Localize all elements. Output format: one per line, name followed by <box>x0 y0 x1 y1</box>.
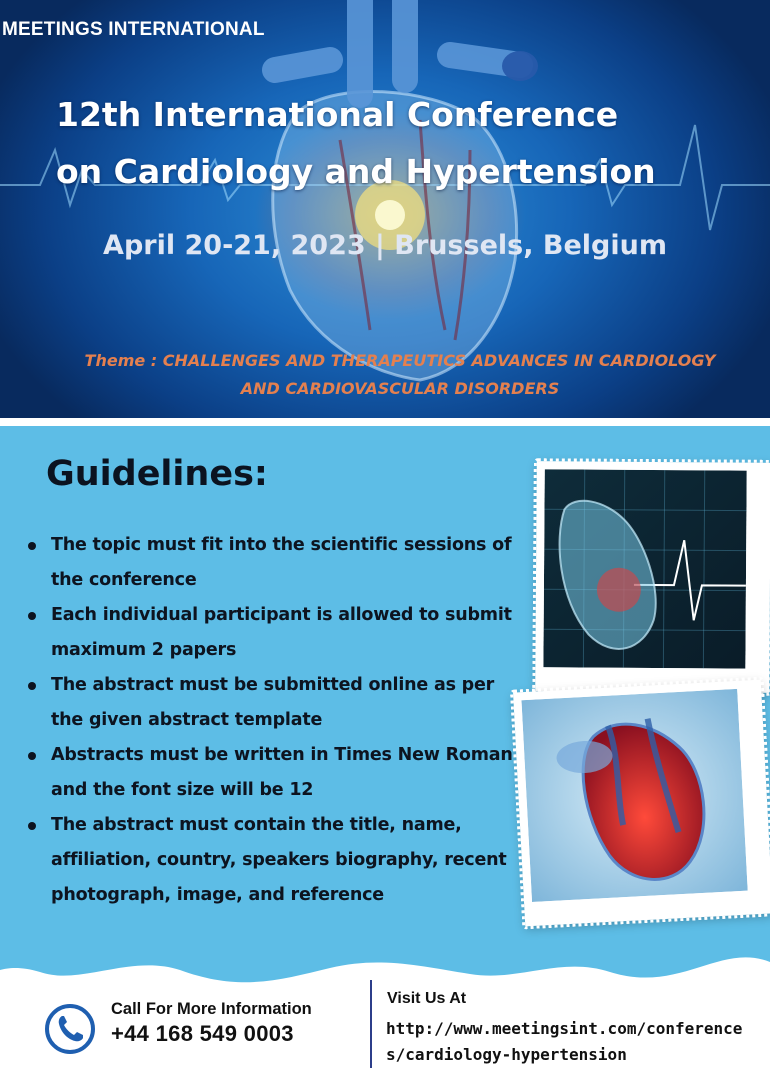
conference-theme-line-2: AND CARDIOVASCULAR DISORDERS <box>240 379 560 398</box>
bullet-icon <box>28 612 36 620</box>
guideline-text: The abstract must be submitted online as per the given abstract template <box>51 675 495 730</box>
bullet-icon <box>28 542 36 550</box>
guideline-text: The topic must fit into the scientific sessions of the conference <box>51 535 512 590</box>
heart-ecg-photo <box>535 461 770 693</box>
bullet-icon <box>28 752 36 760</box>
footer-divider <box>370 980 372 1068</box>
call-label: Call For More Information <box>111 1000 312 1018</box>
conference-title <box>56 86 746 200</box>
conference-date-location: April 20-21, 2023 | Brussels, Belgium <box>103 230 667 261</box>
conference-title-line-2: on Cardiology and Hypertension <box>56 152 656 191</box>
visit-label: Visit Us At <box>387 990 467 1007</box>
guidelines-heading: Guidelines: <box>46 454 268 494</box>
brand-name: MEETINGS INTERNATIONAL <box>2 19 265 40</box>
list-item <box>28 738 528 808</box>
bullet-icon <box>28 822 36 830</box>
list-item <box>28 598 528 668</box>
conference-title-line-1: 12th International Conference <box>56 95 619 134</box>
website-link[interactable]: http://www.meetingsint.com/conferences/cardiology-hypertension <box>386 1019 743 1064</box>
phone-icon[interactable] <box>44 1003 96 1055</box>
list-item <box>28 668 528 738</box>
guidelines-list <box>28 528 528 913</box>
guideline-text: Abstracts must be written in Times New Roman and the font size will be 12 <box>51 745 513 800</box>
conference-theme-line-1: Theme : CHALLENGES AND THERAPEUTICS ADVANCES IN CARDIOLOGY <box>84 351 716 370</box>
conference-theme <box>40 347 760 403</box>
footer <box>0 948 770 1089</box>
bullet-icon <box>28 682 36 690</box>
guideline-text: Each individual participant is allowed to submit maximum 2 papers <box>51 605 512 660</box>
heart-3d-photo <box>513 680 770 927</box>
guideline-text: The abstract must contain the title, name, affiliation, country, speakers biography, recent photograph, image, and reference <box>51 815 507 905</box>
list-item <box>28 528 528 598</box>
heart-3d-image <box>521 689 747 902</box>
list-item <box>28 808 528 913</box>
heart-ecg-image <box>543 469 746 668</box>
phone-number[interactable]: +44 168 549 0003 <box>111 1021 294 1046</box>
hero-banner <box>0 0 770 418</box>
